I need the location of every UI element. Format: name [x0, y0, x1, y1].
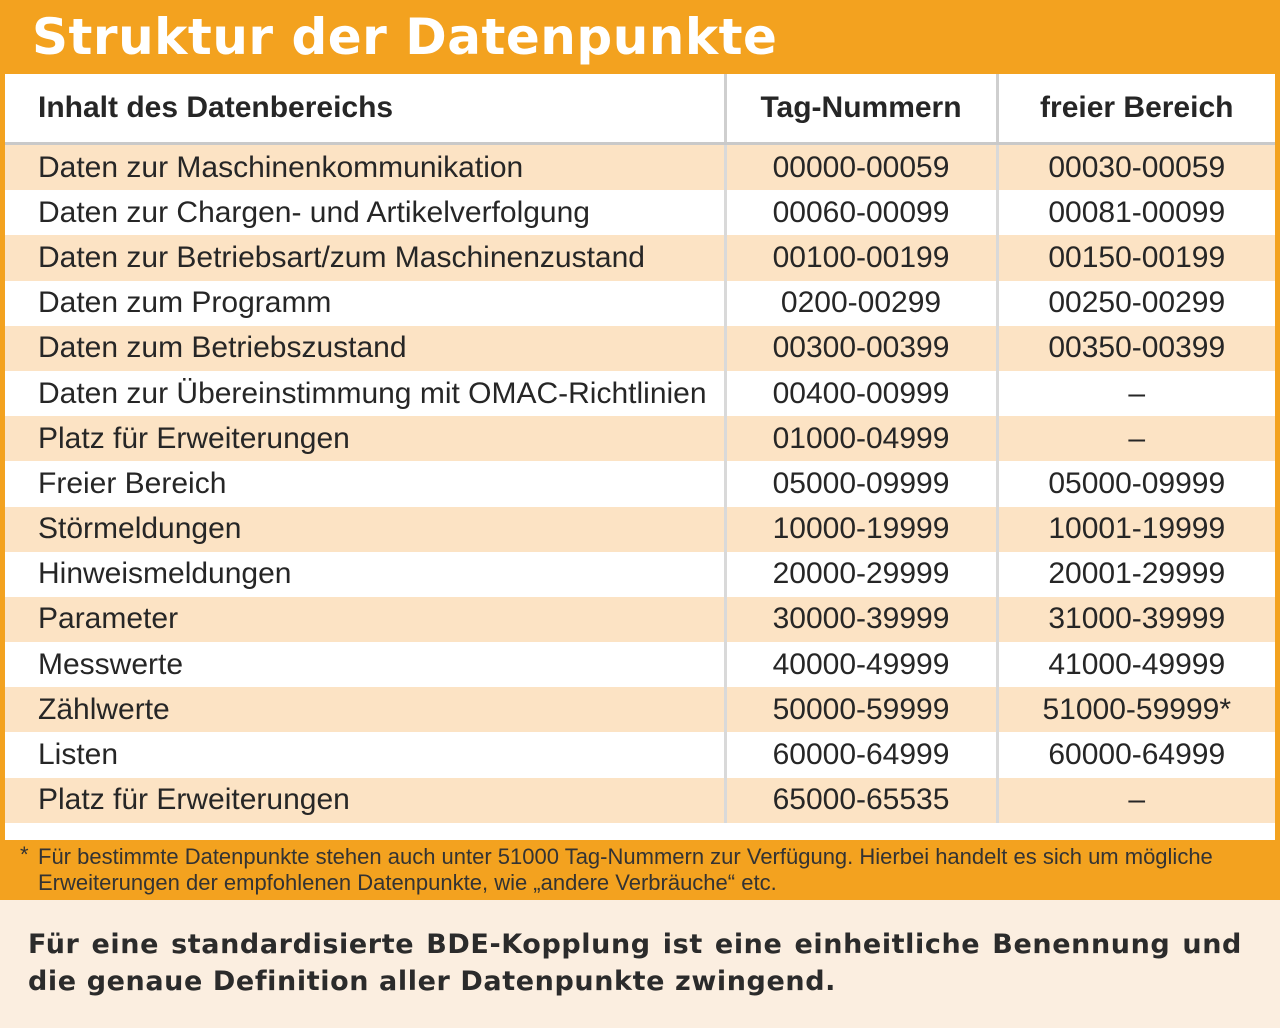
cell-free-range: 51000-59999*: [997, 687, 1275, 732]
cell-free-range: 00250-00299: [997, 281, 1275, 326]
table-row: [5, 778, 1275, 823]
cell-tag-numbers: 30000-39999: [725, 597, 997, 642]
header-content: Inhalt des Datenbereichs: [5, 74, 725, 144]
cell-content: Freier Bereich: [5, 461, 725, 506]
cell-content: Daten zur Übereinstimmung mit OMAC-Richtlinien: [5, 371, 725, 416]
cell-free-range: 05000-09999: [997, 461, 1275, 506]
cell-content: Daten zur Maschinenkommunikation: [5, 144, 725, 191]
cell-content: Daten zum Programm: [5, 281, 725, 326]
cell-free-range: 20001-29999: [997, 552, 1275, 597]
cell-free-range: 00081-00099: [997, 190, 1275, 235]
cell-content: Listen: [5, 732, 725, 777]
cell-tag-numbers: 60000-64999: [725, 732, 997, 777]
cell-content: Platz für Erweiterungen: [5, 416, 725, 461]
cell-tag-numbers: 00300-00399: [725, 326, 997, 371]
cell-free-range: 41000-49999: [997, 642, 1275, 687]
cell-tag-numbers: 0200-00299: [725, 281, 997, 326]
cell-free-range: –: [997, 416, 1275, 461]
cell-content: Zählwerte: [5, 687, 725, 732]
table-row: [5, 281, 1275, 326]
table-row: [5, 235, 1275, 280]
table-row: [5, 687, 1275, 732]
cell-content: Daten zur Betriebsart/zum Maschinenzustand: [5, 235, 725, 280]
header-tag-numbers: Tag-Nummern: [725, 74, 997, 144]
cell-content: Daten zum Betriebszustand: [5, 326, 725, 371]
cell-tag-numbers: 00100-00199: [725, 235, 997, 280]
cell-free-range: 00030-00059: [997, 144, 1275, 191]
cell-tag-numbers: 40000-49999: [725, 642, 997, 687]
title-banner: [0, 0, 1280, 74]
footnote-marker: *: [20, 842, 29, 867]
cell-content: Messwerte: [5, 642, 725, 687]
cell-free-range: 00350-00399: [997, 326, 1275, 371]
cell-free-range: –: [997, 778, 1275, 823]
table-row: [5, 507, 1275, 552]
header-free-range: freier Bereich: [997, 74, 1275, 144]
cell-content: Störmeldungen: [5, 507, 725, 552]
table-row: [5, 371, 1275, 416]
cell-tag-numbers: 00400-00999: [725, 371, 997, 416]
page-title: Struktur der Datenpunkte: [32, 8, 778, 66]
cell-free-range: 10001-19999: [997, 507, 1275, 552]
table-row: [5, 190, 1275, 235]
table-header-row: [5, 74, 1275, 144]
cell-content: Parameter: [5, 597, 725, 642]
table-row: [5, 326, 1275, 371]
cell-content: Hinweismeldungen: [5, 552, 725, 597]
footnote-text: Für bestimmte Datenpunkte stehen auch unter 51000 Tag-Nummern zur Verfügung. Hierbei handelt es sich um mögliche Erweiterungen der empfohlenen Datenpunkte, wie „andere Verbräuche“ etc.: [38, 844, 1213, 895]
cell-tag-numbers: 00000-00059: [725, 144, 997, 191]
cell-free-range: 00150-00199: [997, 235, 1275, 280]
table-row: [5, 642, 1275, 687]
footnote: [0, 840, 1280, 900]
cell-tag-numbers: 00060-00099: [725, 190, 997, 235]
cell-tag-numbers: 01000-04999: [725, 416, 997, 461]
cell-tag-numbers: 05000-09999: [725, 461, 997, 506]
table-row: [5, 597, 1275, 642]
cell-free-range: –: [997, 371, 1275, 416]
cell-tag-numbers: 65000-65535: [725, 778, 997, 823]
table-body: [5, 144, 1275, 823]
summary-statement: Für eine standardisierte BDE-Kopplung ist eine einheitliche Benennung und die genaue Definition aller Datenpunkte zwingend.: [28, 929, 1242, 997]
data-points-table: [5, 74, 1275, 823]
table-frame: [0, 74, 1280, 840]
cell-free-range: 31000-39999: [997, 597, 1275, 642]
table-row: [5, 461, 1275, 506]
cell-free-range: 60000-64999: [997, 732, 1275, 777]
cell-tag-numbers: 50000-59999: [725, 687, 997, 732]
cell-tag-numbers: 20000-29999: [725, 552, 997, 597]
cell-content: Platz für Erweiterungen: [5, 778, 725, 823]
cell-content: Daten zur Chargen- und Artikelverfolgung: [5, 190, 725, 235]
table-row: [5, 732, 1275, 777]
table-row: [5, 416, 1275, 461]
table-row: [5, 144, 1275, 191]
table-card: [5, 74, 1275, 840]
cell-tag-numbers: 10000-19999: [725, 507, 997, 552]
table-row: [5, 552, 1275, 597]
